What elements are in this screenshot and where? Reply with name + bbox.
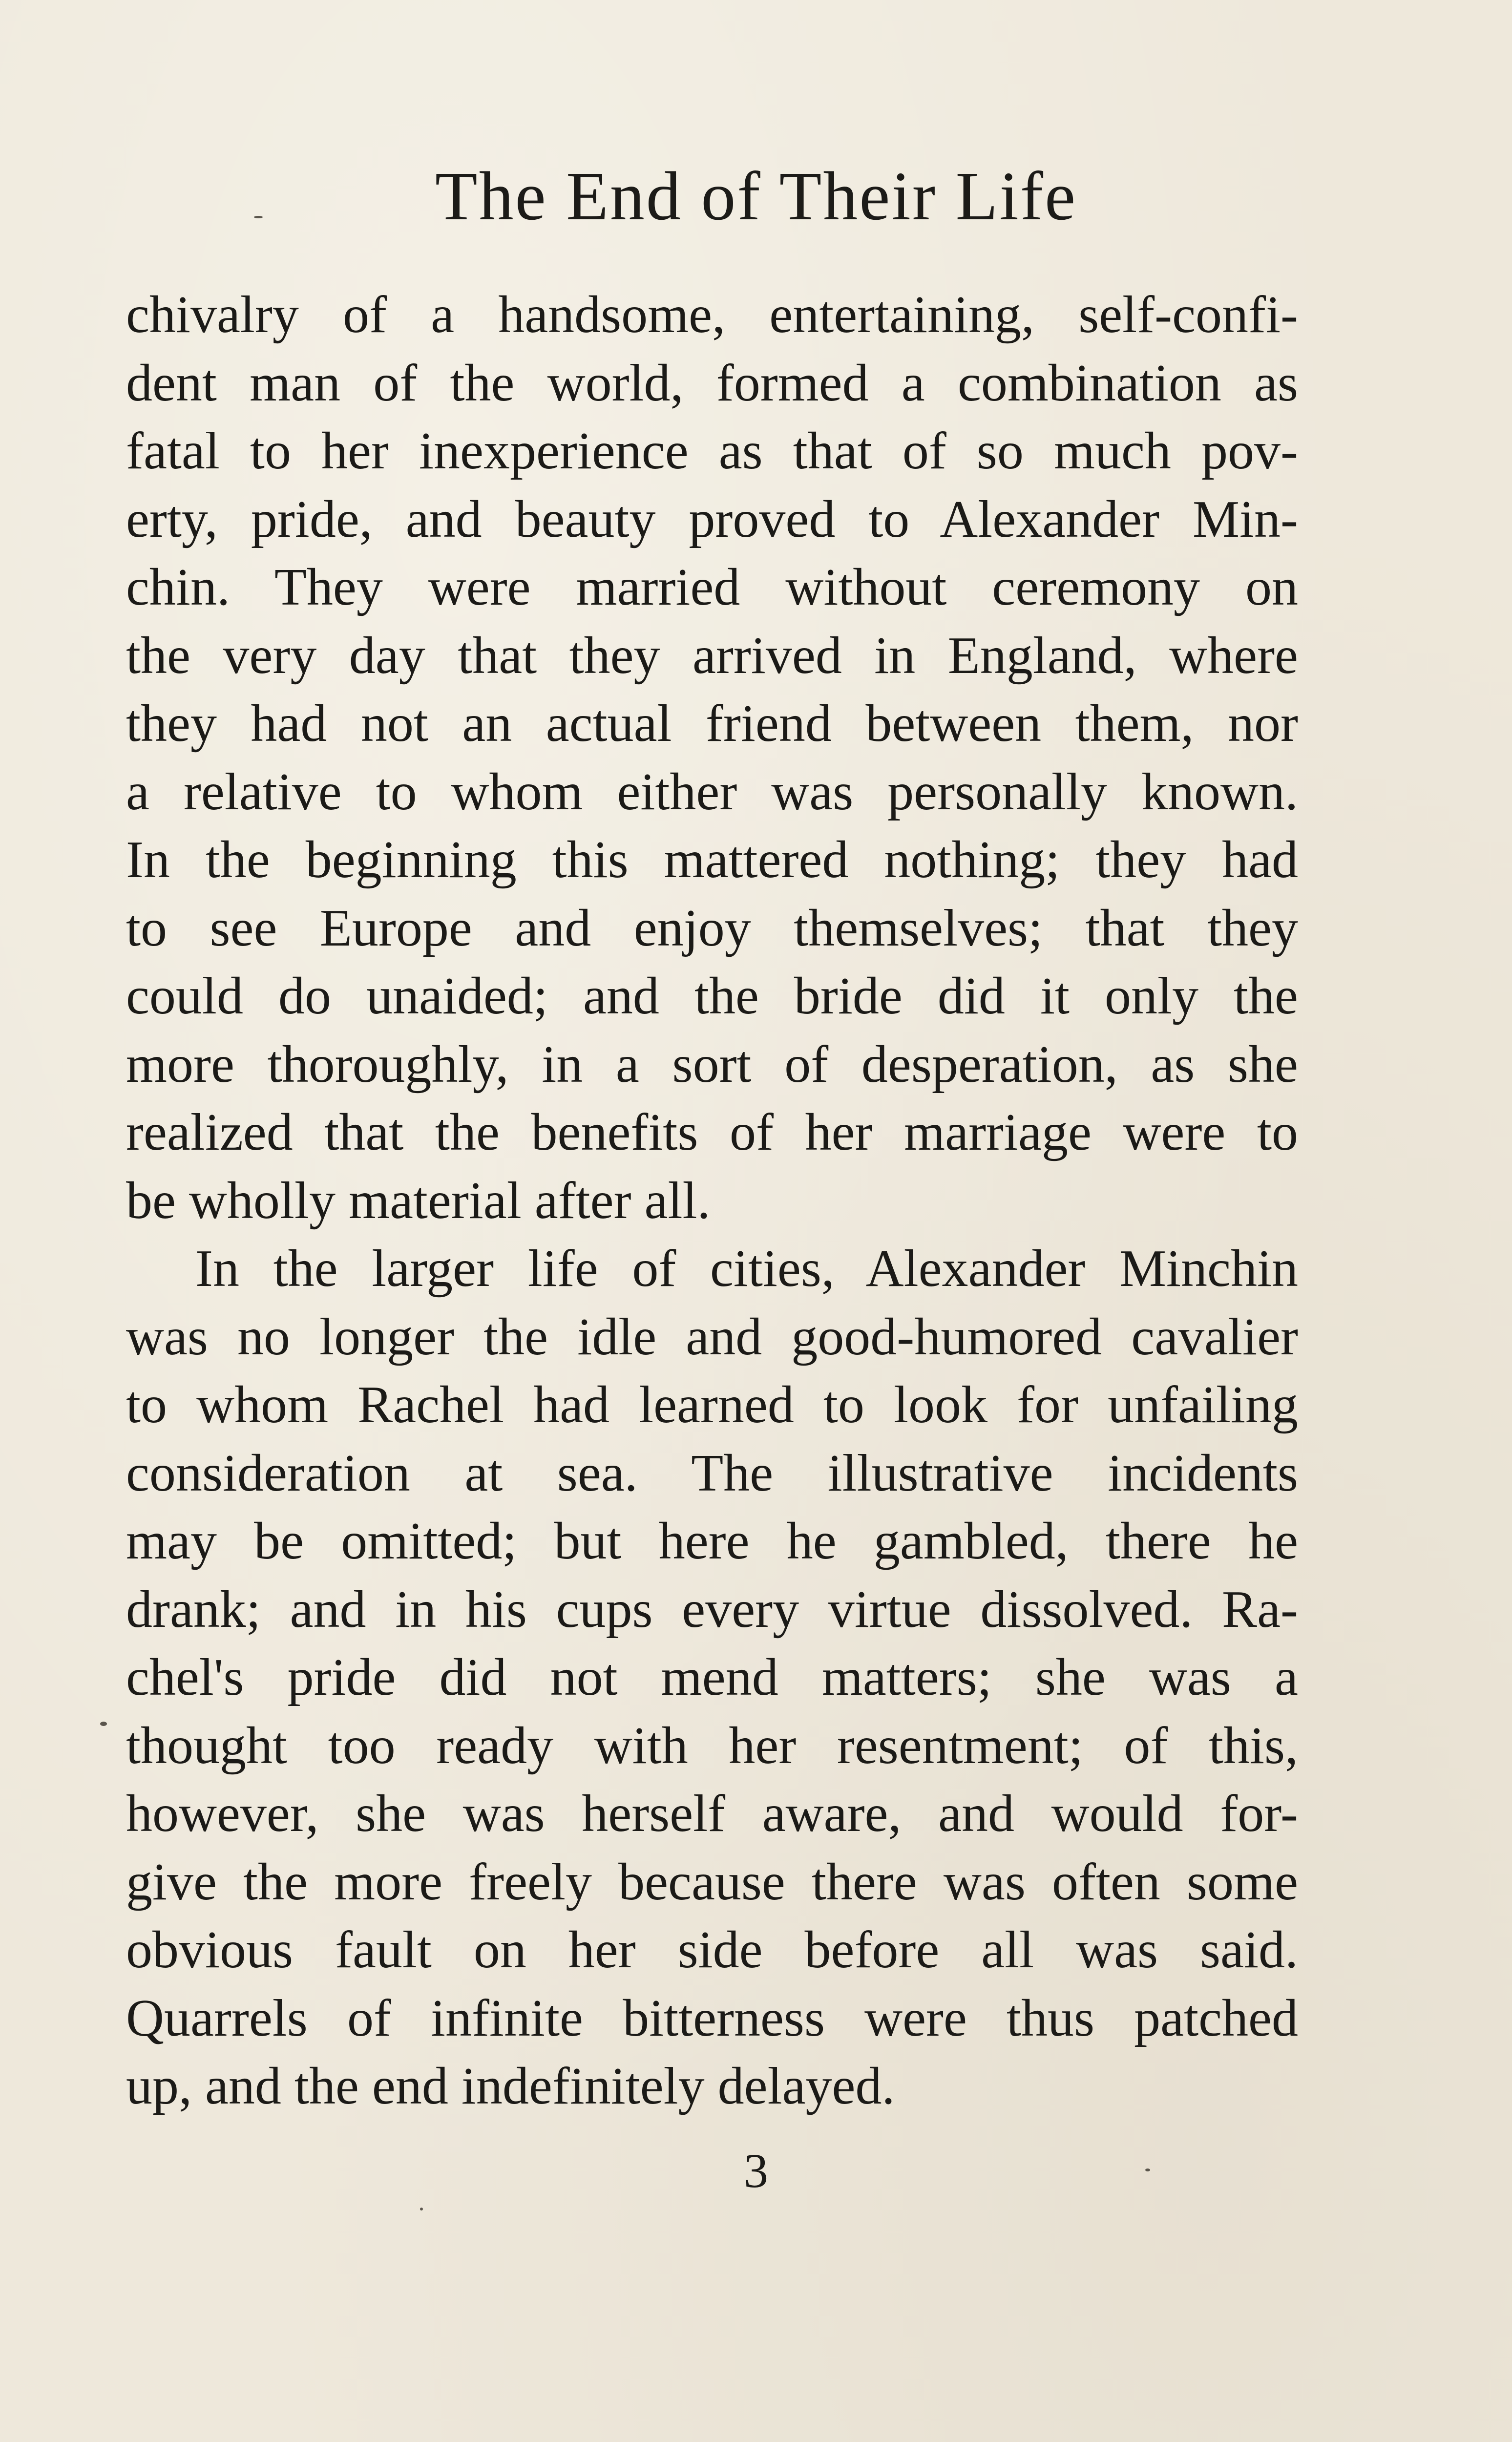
text-line: a relative to whom either was personally known. xyxy=(126,762,1298,821)
text-line: give the more freely because there was often some xyxy=(126,1853,1298,1911)
text-line: up, and the end indefinitely delayed. xyxy=(126,2057,895,2115)
text-line: chin. They were married without ceremony on xyxy=(126,558,1298,616)
text-line: In the larger life of cities, Alexander Minchin xyxy=(195,1240,1298,1298)
text-line: erty, pride, and beauty proved to Alexander Min- xyxy=(126,490,1298,548)
running-head: The End of Their Life xyxy=(435,157,1077,234)
text-line: consideration at sea. The illustrative incidents xyxy=(126,1444,1298,1502)
ink-speck xyxy=(1145,2168,1150,2171)
text-line: In the beginning this mattered nothing; they had xyxy=(126,831,1298,889)
text-line: chivalry of a handsome, entertaining, self-confi- xyxy=(126,286,1298,344)
paragraph-1 xyxy=(126,281,1298,1235)
text-line: fatal to her inexperience as that of so much pov- xyxy=(126,422,1298,480)
body-text xyxy=(126,281,1298,2121)
text-line: could do unaided; and the bride did it only the xyxy=(126,967,1298,1025)
paragraph-2 xyxy=(126,1235,1298,2121)
page-number: 3 xyxy=(744,2144,768,2198)
text-line: to see Europe and enjoy themselves; that they xyxy=(126,899,1298,957)
text-line: may be omitted; but here he gambled, there he xyxy=(126,1512,1298,1570)
text-line: they had not an actual friend between them, nor xyxy=(126,695,1298,753)
ink-speck xyxy=(254,216,263,218)
text-line: chel's pride did not mend matters; she was a xyxy=(126,1648,1298,1706)
ink-speck xyxy=(420,2208,423,2210)
text-line: realized that the benefits of her marriage were to xyxy=(126,1103,1298,1161)
text-line: the very day that they arrived in England, where xyxy=(126,626,1298,685)
text-line: drank; and in his cups every virtue dissolved. Ra- xyxy=(126,1580,1298,1639)
text-line: dent man of the world, formed a combination as xyxy=(126,354,1298,412)
text-line: however, she was herself aware, and would for- xyxy=(126,1785,1298,1843)
text-line: Quarrels of infinite bitterness were thus patched xyxy=(126,1989,1298,2047)
text-line: be wholly material after all. xyxy=(126,1171,711,1230)
text-line: thought too ready with her resentment; of this, xyxy=(126,1716,1298,1775)
text-line: obvious fault on her side before all was said. xyxy=(126,1921,1298,1979)
text-line: was no longer the idle and good-humored cavalier xyxy=(126,1307,1298,1366)
text-line: more thoroughly, in a sort of desperation, as she xyxy=(126,1035,1298,1094)
ink-speck xyxy=(100,1722,107,1726)
text-line: to whom Rachel had learned to look for unfailing xyxy=(126,1376,1298,1434)
